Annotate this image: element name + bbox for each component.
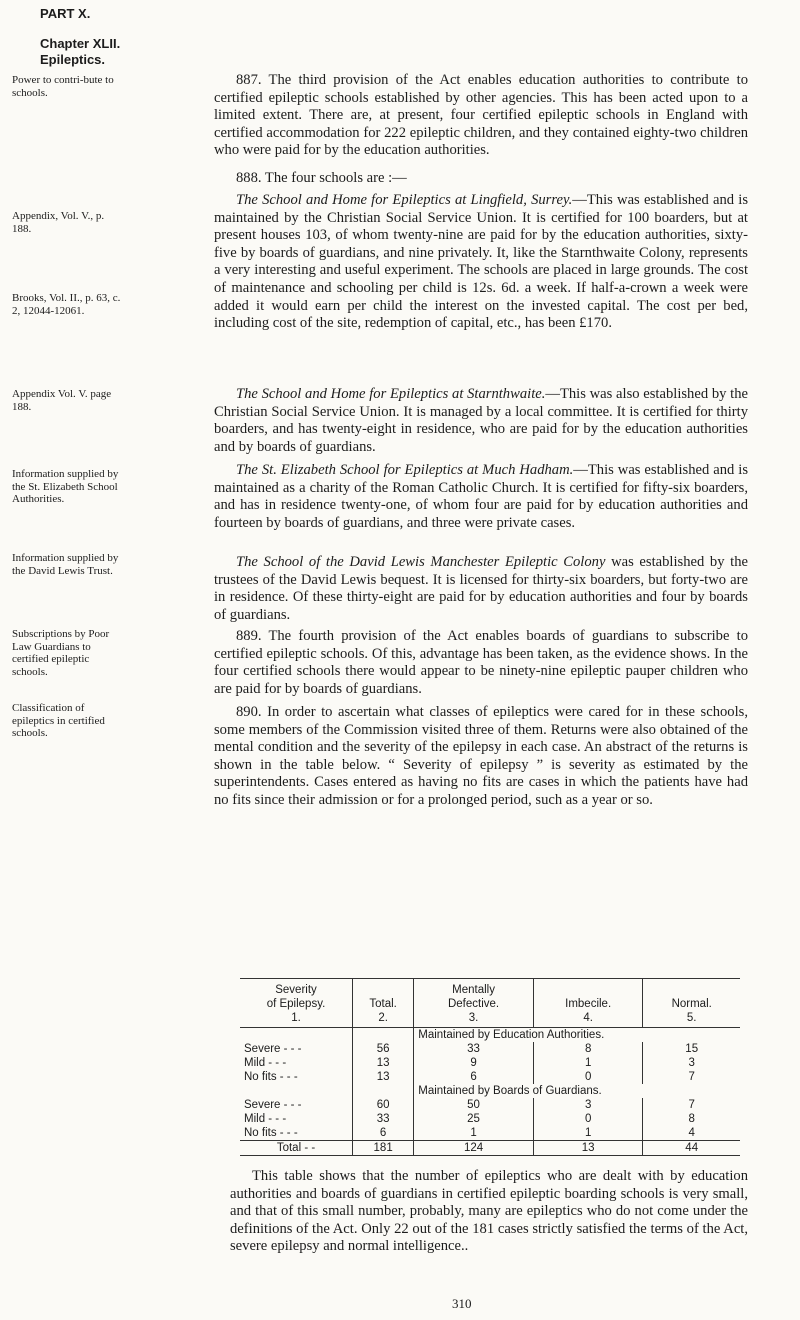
chapter-subject: Epileptics. [40,52,106,67]
page-number: 310 [452,1296,472,1311]
table-row: Severe - - - 60 50 3 7 [240,1098,740,1112]
column-header: Severity of Epilepsy. 1. [240,979,353,1028]
margin-note: Subscriptions by Poor Law Guardians to certified epileptic schools. [12,628,110,678]
st-elizabeth-paragraph: The St. Elizabeth School for Epileptics at Much Hadham.—This was established and is maintained as a charity of the Roman Catholic Church. It is certified for fifty-six boarders, and has in residence twenty-one, of whom four are paid for by education authorities and fourteen by boards of guardians, and three were private cases. [214,462,748,531]
total-row: Total - - 181 124 13 44 [240,1141,740,1156]
table-row: No fits - - - 6 1 1 4 [240,1126,740,1141]
section-row [240,1028,740,1043]
conclusion-paragraph: This table shows that the number of epileptics who are dealt with by education authorities and boards of guardians in certified epileptic boarding schools is very small, and that of this small number, probably, many are epileptics who do not come under the definitions of the Act. Only 22 out of the 181 cases strictly satisfied the terms of the Act, severe epilepsy and normal intelligence.. [230,1168,748,1255]
table-row: No fits - - - 13 6 0 7 [240,1070,740,1084]
david-lewis-paragraph: The School of the David Lewis Manchester Epileptic Colony was established by the trustees of the David Lewis bequest. It is licensed for thirty-six boarders, but forty-two are in residence. Of these thirty-eight are paid for by education authorities and four by boards of guardians. [214,554,748,623]
margin-note: Brooks, Vol. II., p. 63, c. 2, 12044-12061. [12,292,121,317]
column-header: Mentally Defective. 3. [414,979,534,1028]
lingfield-paragraph: The School and Home for Epileptics at Lingfield, Surrey.—This was established and is maintained by the Christian Social Service Union. It is certified for 100 boarders, but at present houses 103, of whom twenty-nine are paid for by the education authorities, sixty-five by boards of guardians, and nine privately. It, like the Starnthwaite Colony, represents a very interesting and useful experiment. The schools are placed in large grounds. The cost of maintenance and schooling per child is 12s. 6d. a week. If half-a-crown a week were added it would earn per child the interest on the invested capital. The cost per bed, including cost of the site, redemption of capital, etc., has been £170. [214,192,748,332]
part-label: PART X. [40,6,91,21]
paragraph-889: 889. The fourth provision of the Act enables boards of guardians to subscribe to certified epileptic schools. Of this, advantage has been taken, as the evidence shows. In the four certified schools there would appear to be ninety-nine epileptic pauper children who are paid for by boards of guardians. [214,628,748,697]
table-row: Mild - - - 33 25 0 8 [240,1112,740,1126]
paragraph-890: 890. In order to ascertain what classes of epileptics were cared for in these schools, some members of the Commission visited three of them. Returns were also obtained of the mental condition and the severity of the epilepsy in each case. An abstract of the returns is shown in the table below. “ Severity of epilepsy ” is severity as estimated by the superintendents. Cases entered as having no fits are cases in which the patients have had no fits since their admission or for a prolonged period, such as a year or so. [214,704,748,808]
table-row: Severe - - - 56 33 8 15 [240,1042,740,1056]
epilepsy-severity-table [240,978,740,1156]
column-header: Imbecile. 4. [533,979,643,1028]
margin-note: Appendix Vol. V. page 188. [12,388,112,413]
chapter-label: Chapter XLII. [40,36,121,51]
starnthwaite-paragraph: The School and Home for Epileptics at Starnthwaite.—This was also established by the Christian Social Service Union. It is managed by a local committee. It is certified for thirty boarders, and has twenty-eight in residence, who are paid for by the education authorities and by boards of guardians. [214,386,748,455]
margin-note: Information supplied by the St. Elizabeth School Authorities. [12,468,119,505]
paragraph-888: 888. The four schools are :— [236,170,407,186]
margin-note: Classification of epileptics in certified schools. [12,702,105,739]
section-label: Maintained by Boards of Guardians. [418,1085,602,1097]
section-label: Maintained by Education Authorities. [418,1029,605,1041]
margin-note: Appendix, Vol. V., p. 188. [12,210,105,235]
table-row: Mild - - - 13 9 1 3 [240,1056,740,1070]
margin-note: Power to contri-bute to schools. [12,74,114,99]
paragraph-887: 887. The third provision of the Act enables education authorities to contribute to certified epileptic schools established by other agencies. This has been acted upon to a limited extent. There are, at present, four certified epileptic schools in England with certified accommodation for 222 epileptic children, and they contained eighty-two children who were paid for by the education authorities. [214,72,748,159]
margin-note: Information supplied by the David Lewis Trust. [12,552,119,577]
column-header: Total. 2. [353,979,414,1028]
section-row [240,1084,740,1098]
column-header: Normal. 5. [643,979,740,1028]
